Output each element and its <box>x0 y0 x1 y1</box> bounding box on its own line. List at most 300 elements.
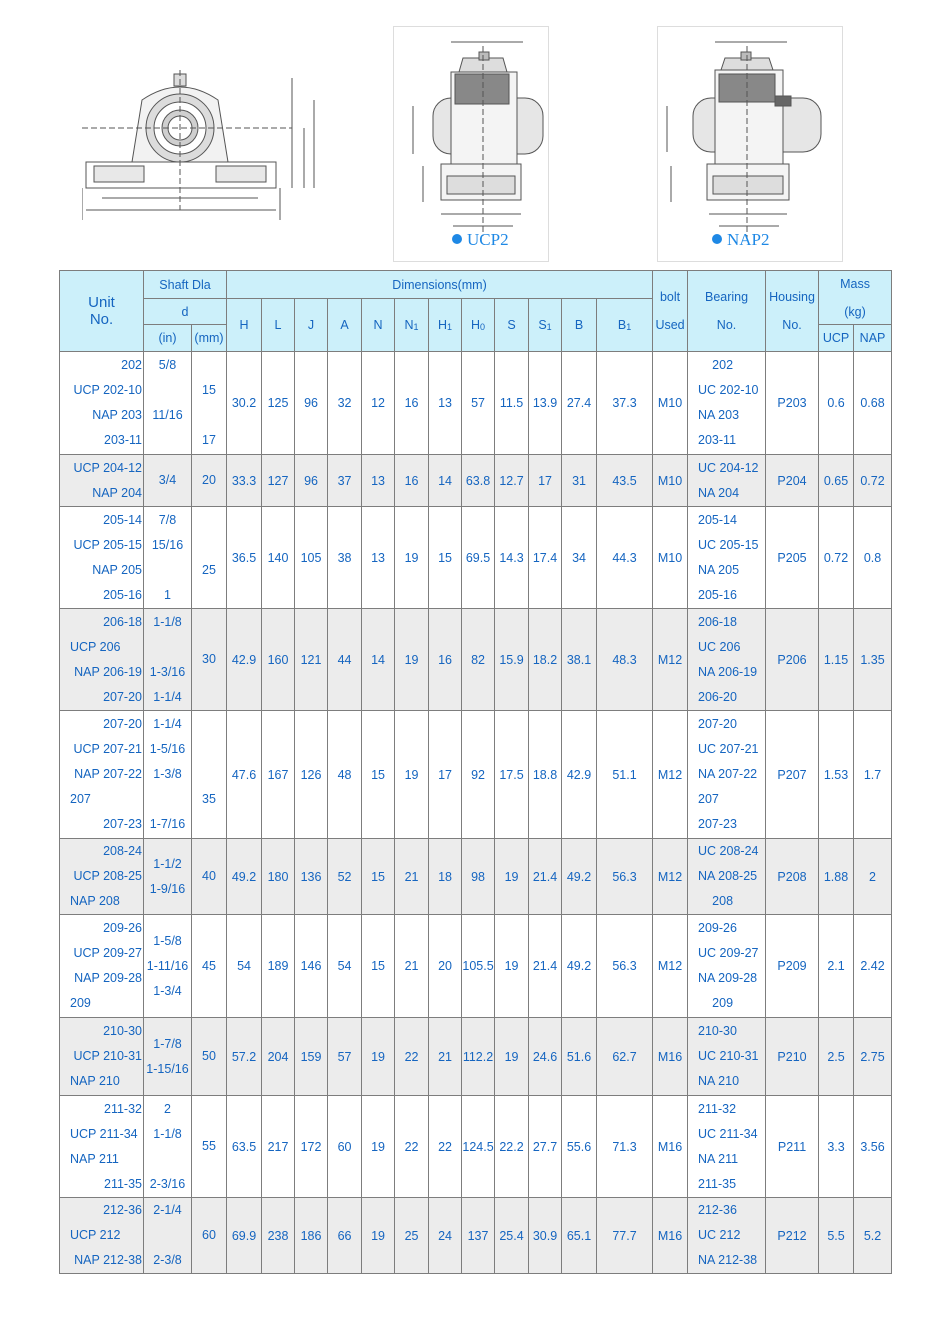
unit-no-cell <box>60 507 144 609</box>
mass-ucp-cell: 2.1 <box>819 915 854 1018</box>
in-line: 2-3/8 <box>153 1253 182 1267</box>
housing-no-cell: P204 <box>766 455 819 507</box>
dim-value-B: 55.6 <box>562 1096 597 1198</box>
unit-line: 210-30 <box>103 1024 142 1038</box>
shaft-mm-cell <box>192 1018 227 1096</box>
dim-value-N: 19 <box>362 1096 395 1198</box>
dim-value-N1: 19 <box>395 609 429 711</box>
unit-line: 211-32 <box>104 1101 142 1116</box>
unit-no-cell <box>60 455 144 507</box>
dim-value-H1: 22 <box>429 1096 462 1198</box>
dim-value-N: 15 <box>362 711 395 839</box>
dim-value-N: 14 <box>362 609 395 711</box>
dim-header-letter: B <box>617 318 627 332</box>
shaft-mm-cell <box>192 915 227 1018</box>
dim-header-S <box>495 299 529 352</box>
in-line: 11/16 <box>152 408 183 422</box>
unit-line: NAP 203 <box>92 408 142 422</box>
unit-line: UCP 210-31 <box>73 1049 142 1063</box>
dim-value-A: 52 <box>328 839 362 915</box>
housing-no-cell: P208 <box>766 839 819 915</box>
unit-line: UCP 202-10 <box>73 383 142 397</box>
unit-no-cell <box>60 609 144 711</box>
dim-value-H1: 18 <box>429 839 462 915</box>
dim-header-subscript: 1 <box>413 322 419 332</box>
unit-no-cell <box>60 1198 144 1274</box>
dim-value-L: 217 <box>262 1096 295 1198</box>
dim-value-A: 54 <box>328 915 362 1018</box>
in-line: 1-1/8 <box>153 1126 182 1141</box>
in-line: 1-7/16 <box>149 817 186 831</box>
bearing-line: NA 204 <box>698 485 740 500</box>
dim-value-N1: 19 <box>395 711 429 839</box>
unit-line: 207-23 <box>103 817 142 831</box>
dim-header-letter: H <box>470 318 481 332</box>
dim-value-H0: 82 <box>462 609 495 711</box>
mm-line: 60 <box>202 1228 216 1242</box>
shaft-in-cell <box>144 711 192 839</box>
dim-value-J: 96 <box>295 455 328 507</box>
dim-header-letter: J <box>307 318 315 332</box>
dim-value-N1: 16 <box>395 352 429 455</box>
unit-line: NAP 205 <box>92 562 142 577</box>
bearing-line: UC 204-12 <box>698 460 759 475</box>
bearing-line: 206-20 <box>698 689 737 704</box>
dim-value-H0: 57 <box>462 352 495 455</box>
mass-nap-cell: 2.42 <box>854 915 892 1018</box>
in-line <box>144 378 191 403</box>
table-row <box>60 455 892 507</box>
dim-value-S: 19 <box>495 1018 529 1096</box>
bearing-line: NA 211 <box>698 1151 739 1166</box>
mm-line: 45 <box>202 958 216 973</box>
in-line: 2-1/4 <box>153 1203 182 1217</box>
dim-header-B1 <box>597 299 653 352</box>
dim-header-subscript: 1 <box>546 322 552 332</box>
unit-line: 207 <box>70 792 91 806</box>
dim-header-N1 <box>395 299 429 352</box>
bearing-no-cell <box>688 1198 766 1274</box>
unit-line: NAP 212-38 <box>74 1253 142 1267</box>
dim-value-H1: 21 <box>429 1018 462 1096</box>
dim-value-L: 140 <box>262 507 295 609</box>
dim-value-N1: 22 <box>395 1096 429 1198</box>
bearing-line: 202 <box>712 358 734 372</box>
dim-header-letter: H <box>239 318 249 332</box>
dim-value-L: 160 <box>262 609 295 711</box>
dim-value-H0: 137 <box>462 1198 495 1274</box>
unit-line: UCP 207-21 <box>73 742 142 756</box>
unit-line: 207-20 <box>103 689 142 704</box>
mass-header: Mass (kg) <box>819 271 892 325</box>
unit-line: NAP 204 <box>92 485 142 500</box>
dim-value-J: 172 <box>295 1096 328 1198</box>
bearing-line: NA 208-25 <box>698 869 758 883</box>
dim-value-H1: 24 <box>429 1198 462 1274</box>
bolt-cell: M12 <box>653 839 688 915</box>
unit-line: 208-24 <box>103 844 142 858</box>
housing-no-cell: P209 <box>766 915 819 1018</box>
dim-value-H0: 98 <box>462 839 495 915</box>
mm-header: (mm) <box>192 325 227 352</box>
in-line: 7/8 <box>158 512 177 527</box>
dim-value-A: 60 <box>328 1096 362 1198</box>
dim-header-H1 <box>429 299 462 352</box>
dim-value-S: 22.2 <box>495 1096 529 1198</box>
dim-value-A: 32 <box>328 352 362 455</box>
shaft-mm-cell <box>192 352 227 455</box>
shaft-in-cell <box>144 839 192 915</box>
in-line: 3/4 <box>158 473 177 487</box>
bearing-no-cell <box>688 455 766 507</box>
in-line <box>144 428 191 453</box>
bearing-no-cell <box>688 507 766 609</box>
mass-ucp-cell: 2.5 <box>819 1018 854 1096</box>
unit-line: UCP 211-34 <box>70 1126 138 1141</box>
housing-no-cell: P207 <box>766 711 819 839</box>
dim-value-N: 15 <box>362 839 395 915</box>
unit-no-cell <box>60 1096 144 1198</box>
dim-value-N1: 19 <box>395 507 429 609</box>
dim-value-B: 27.4 <box>562 352 597 455</box>
dim-value-N1: 25 <box>395 1198 429 1274</box>
dim-header-S1 <box>529 299 562 352</box>
dim-value-H: 69.9 <box>227 1198 262 1274</box>
dim-header-J <box>295 299 328 352</box>
ucp2-drawing <box>393 26 549 262</box>
shaft-mm-cell <box>192 1198 227 1274</box>
dim-value-B: 51.6 <box>562 1018 597 1096</box>
dim-value-B: 34 <box>562 507 597 609</box>
dim-value-S: 14.3 <box>495 507 529 609</box>
mass-nap-cell: 2 <box>854 839 892 915</box>
dim-value-S1: 17 <box>529 455 562 507</box>
dim-value-N1: 22 <box>395 1018 429 1096</box>
bolt-cell: M10 <box>653 507 688 609</box>
dim-value-S1: 30.9 <box>529 1198 562 1274</box>
dim-value-H: 36.5 <box>227 507 262 609</box>
bearing-line: UC 206 <box>698 639 741 654</box>
dim-value-N: 15 <box>362 915 395 1018</box>
in-line: 1-5/8 <box>153 933 182 948</box>
shaft-mm-cell <box>192 839 227 915</box>
mm-line: 55 <box>202 1139 216 1153</box>
mm-line: 35 <box>202 792 216 806</box>
dim-value-S: 17.5 <box>495 711 529 839</box>
in-line <box>144 1147 191 1172</box>
in-line: 1-3/8 <box>153 767 182 781</box>
bearing-no-cell <box>688 839 766 915</box>
in-line <box>144 635 191 660</box>
housing-no-cell: P206 <box>766 609 819 711</box>
mass-ucp-cell: 1.88 <box>819 839 854 915</box>
nap2-bullet-icon <box>712 234 722 244</box>
bearing-line: 210-30 <box>698 1024 737 1038</box>
unit-line: NAP 207-22 <box>74 767 142 781</box>
dim-value-N: 13 <box>362 455 395 507</box>
dim-value-N: 12 <box>362 352 395 455</box>
dim-value-N: 13 <box>362 507 395 609</box>
dim-value-J: 146 <box>295 915 328 1018</box>
dim-header-subscript: 0 <box>480 322 486 332</box>
mm-line: 50 <box>202 1049 216 1063</box>
dim-value-A: 66 <box>328 1198 362 1274</box>
unit-line: UCP 205-15 <box>73 537 142 552</box>
bolt-cell: M16 <box>653 1198 688 1274</box>
dim-header-letter: A <box>340 318 349 332</box>
dim-value-H1: 17 <box>429 711 462 839</box>
shaft-in-cell <box>144 352 192 455</box>
in-line: 1-5/16 <box>149 742 186 756</box>
dim-value-B: 31 <box>562 455 597 507</box>
mass-ucp-cell: 0.72 <box>819 507 854 609</box>
bearing-line: UC 211-34 <box>698 1126 758 1141</box>
unit-line: UCP 204-12 <box>73 460 142 475</box>
mass-nap-cell: 5.2 <box>854 1198 892 1274</box>
dim-value-S: 15.9 <box>495 609 529 711</box>
housing-no-cell: P203 <box>766 352 819 455</box>
shaft-in-cell <box>144 1096 192 1198</box>
dim-value-S1: 17.4 <box>529 507 562 609</box>
mm-line: 15 <box>202 383 216 397</box>
housing-no-cell: P205 <box>766 507 819 609</box>
dim-value-J: 105 <box>295 507 328 609</box>
unit-no-cell <box>60 915 144 1018</box>
bearing-line: NA 203 <box>698 408 740 422</box>
shaft-header: Shaft Dla <box>144 271 227 299</box>
dim-value-L: 204 <box>262 1018 295 1096</box>
unit-no-header: Unit No. <box>60 271 144 352</box>
bearing-line: UC 205-15 <box>698 537 759 552</box>
mm-line: 20 <box>202 473 216 487</box>
dim-value-A: 38 <box>328 507 362 609</box>
dim-value-N: 19 <box>362 1198 395 1274</box>
dim-value-H: 30.2 <box>227 352 262 455</box>
dim-value-J: 159 <box>295 1018 328 1096</box>
bolt-cell: M12 <box>653 609 688 711</box>
unit-line: UCP 209-27 <box>73 946 142 960</box>
dim-value-J: 126 <box>295 711 328 839</box>
spec-table-body <box>60 352 892 1274</box>
dim-value-S1: 24.6 <box>529 1018 562 1096</box>
dim-value-A: 57 <box>328 1018 362 1096</box>
ucp2-caption: UCP2 <box>467 230 509 249</box>
dim-value-S1: 21.4 <box>529 839 562 915</box>
shaft-in-cell <box>144 1198 192 1274</box>
in-line: 1 <box>164 587 171 602</box>
bearing-no-cell <box>688 1096 766 1198</box>
mass-ucp-cell: 1.53 <box>819 711 854 839</box>
dim-value-H1: 16 <box>429 609 462 711</box>
table-row <box>60 915 892 1018</box>
table-row <box>60 352 892 455</box>
dim-value-H0: 69.5 <box>462 507 495 609</box>
dim-header-L <box>262 299 295 352</box>
shaft-mm-cell <box>192 455 227 507</box>
unit-line: NAP 208 <box>70 894 120 908</box>
unit-line: 205-14 <box>103 512 142 527</box>
table-row <box>60 839 892 915</box>
in-line: 1-1/8 <box>153 614 182 629</box>
in-line: 1-15/16 <box>146 1061 189 1076</box>
bearing-line: UC 202-10 <box>698 383 759 397</box>
in-line <box>144 558 191 583</box>
nap2-drawing <box>657 26 843 262</box>
dim-value-B1: 51.1 <box>597 711 653 839</box>
bearing-line: 212-36 <box>698 1203 737 1217</box>
dim-header-B <box>562 299 597 352</box>
mass-ucp-cell: 3.3 <box>819 1096 854 1198</box>
dim-value-B1: 77.7 <box>597 1198 653 1274</box>
bearing-line: NA 206-19 <box>698 664 758 679</box>
in-line: 5/8 <box>158 358 177 372</box>
bearing-line: 207-23 <box>698 817 737 831</box>
mass-ucp-cell: 5.5 <box>819 1198 854 1274</box>
dim-value-A: 44 <box>328 609 362 711</box>
dim-header-letter: L <box>274 318 282 332</box>
table-row <box>60 609 892 711</box>
unit-line: NAP 210 <box>70 1074 120 1088</box>
ucp2-bullet-icon <box>452 234 462 244</box>
dimensions-header: Dimensions(mm) <box>227 271 653 299</box>
mm-line <box>192 353 226 378</box>
mass-nap-cell: 0.8 <box>854 507 892 609</box>
bearing-line: NA 209-28 <box>698 971 758 985</box>
shaft-in-cell <box>144 1018 192 1096</box>
table-row <box>60 1018 892 1096</box>
pillow-block-side-drawing <box>82 70 322 232</box>
bearing-line: 205-14 <box>698 512 737 527</box>
bearing-no-cell <box>688 915 766 1018</box>
unit-line: 207-20 <box>103 717 142 731</box>
mass-ucp-cell: 0.65 <box>819 455 854 507</box>
dim-value-S: 19 <box>495 915 529 1018</box>
bolt-header: bolt Used <box>653 271 688 352</box>
housing-no-cell: P210 <box>766 1018 819 1096</box>
bearing-no-cell <box>688 352 766 455</box>
in-header: (in) <box>144 325 192 352</box>
dim-header-N <box>362 299 395 352</box>
unit-line: 209 <box>70 996 91 1010</box>
dim-value-H0: 63.8 <box>462 455 495 507</box>
dim-value-H0: 92 <box>462 711 495 839</box>
dim-value-L: 167 <box>262 711 295 839</box>
dim-value-S1: 27.7 <box>529 1096 562 1198</box>
housing-no-cell: P211 <box>766 1096 819 1198</box>
dim-value-B1: 71.3 <box>597 1096 653 1198</box>
shaft-in-cell <box>144 455 192 507</box>
bearing-line: 209-26 <box>698 921 737 935</box>
dim-value-J: 186 <box>295 1198 328 1274</box>
shaft-in-cell <box>144 609 192 711</box>
dim-value-H: 63.5 <box>227 1096 262 1198</box>
dim-value-N1: 21 <box>395 915 429 1018</box>
mass-nap-cell: 1.7 <box>854 711 892 839</box>
bolt-cell: M16 <box>653 1018 688 1096</box>
in-line: 1-1/4 <box>153 689 182 704</box>
mm-line: 40 <box>202 869 216 883</box>
dim-header-subscript: 1 <box>626 322 632 332</box>
mm-line: 25 <box>202 562 216 577</box>
bearing-line: UC 210-31 <box>698 1049 759 1063</box>
bearing-line: 203-11 <box>698 433 737 447</box>
bearing-line: UC 208-24 <box>698 844 759 858</box>
unit-no-cell <box>60 352 144 455</box>
in-line: 1-3/16 <box>149 664 186 679</box>
dim-value-S1: 21.4 <box>529 915 562 1018</box>
bearing-line: 207-20 <box>698 717 737 731</box>
nap2-caption: NAP2 <box>727 230 770 249</box>
dim-header-subscript: 1 <box>447 322 453 332</box>
dim-header-letter: S <box>538 318 547 332</box>
dim-value-S: 12.7 <box>495 455 529 507</box>
dim-value-L: 127 <box>262 455 295 507</box>
dim-value-H: 33.3 <box>227 455 262 507</box>
bolt-cell: M12 <box>653 915 688 1018</box>
shaft-mm-cell <box>192 711 227 839</box>
dim-value-B1: 37.3 <box>597 352 653 455</box>
side-view-svg <box>82 70 322 232</box>
unit-line: 205-16 <box>103 587 142 602</box>
dim-value-N: 19 <box>362 1018 395 1096</box>
shaft-in-cell <box>144 915 192 1018</box>
dim-value-J: 96 <box>295 352 328 455</box>
dim-value-B: 49.2 <box>562 915 597 1018</box>
unit-line: NAP 206-19 <box>74 664 142 679</box>
dim-value-S1: 18.8 <box>529 711 562 839</box>
dim-value-J: 121 <box>295 609 328 711</box>
dim-header-H0 <box>462 299 495 352</box>
in-line: 1-1/4 <box>153 717 182 731</box>
unit-line: NAP 211 <box>70 1151 119 1166</box>
dim-header-A <box>328 299 362 352</box>
mass-ucp-cell: 1.15 <box>819 609 854 711</box>
pillow-block-spec-table <box>59 270 892 1274</box>
in-line: 2-3/16 <box>149 1176 186 1191</box>
dim-value-A: 37 <box>328 455 362 507</box>
shaft-mm-cell <box>192 609 227 711</box>
unit-line: 203-11 <box>104 433 142 447</box>
unit-line: 212-36 <box>103 1203 142 1217</box>
mass-nap-cell: 3.56 <box>854 1096 892 1198</box>
dim-value-B: 65.1 <box>562 1198 597 1274</box>
bearing-line: 207 <box>698 792 719 806</box>
bearing-line: NA 207-22 <box>698 767 758 781</box>
unit-line: NAP 209-28 <box>74 971 142 985</box>
nap-mass-header: NAP <box>854 325 892 352</box>
dim-value-S1: 18.2 <box>529 609 562 711</box>
dim-value-L: 125 <box>262 352 295 455</box>
dim-value-H: 49.2 <box>227 839 262 915</box>
dim-value-N1: 21 <box>395 839 429 915</box>
unit-line: 211-35 <box>104 1176 142 1191</box>
bearing-line: UC 212 <box>698 1228 741 1242</box>
dim-value-H1: 13 <box>429 352 462 455</box>
bolt-cell: M12 <box>653 711 688 839</box>
dim-value-H1: 20 <box>429 915 462 1018</box>
dim-value-S: 11.5 <box>495 352 529 455</box>
in-line: 1-3/4 <box>153 983 182 998</box>
bearing-line: NA 212-38 <box>698 1253 758 1267</box>
dim-value-B1: 48.3 <box>597 609 653 711</box>
bearing-line: NA 210 <box>698 1074 740 1088</box>
unit-no-cell <box>60 839 144 915</box>
mass-nap-cell: 0.72 <box>854 455 892 507</box>
bearing-line: 208 <box>712 894 734 908</box>
dim-header-letter: S <box>507 318 516 332</box>
dim-value-H0: 124.5 <box>462 1096 495 1198</box>
mm-line <box>192 403 226 428</box>
